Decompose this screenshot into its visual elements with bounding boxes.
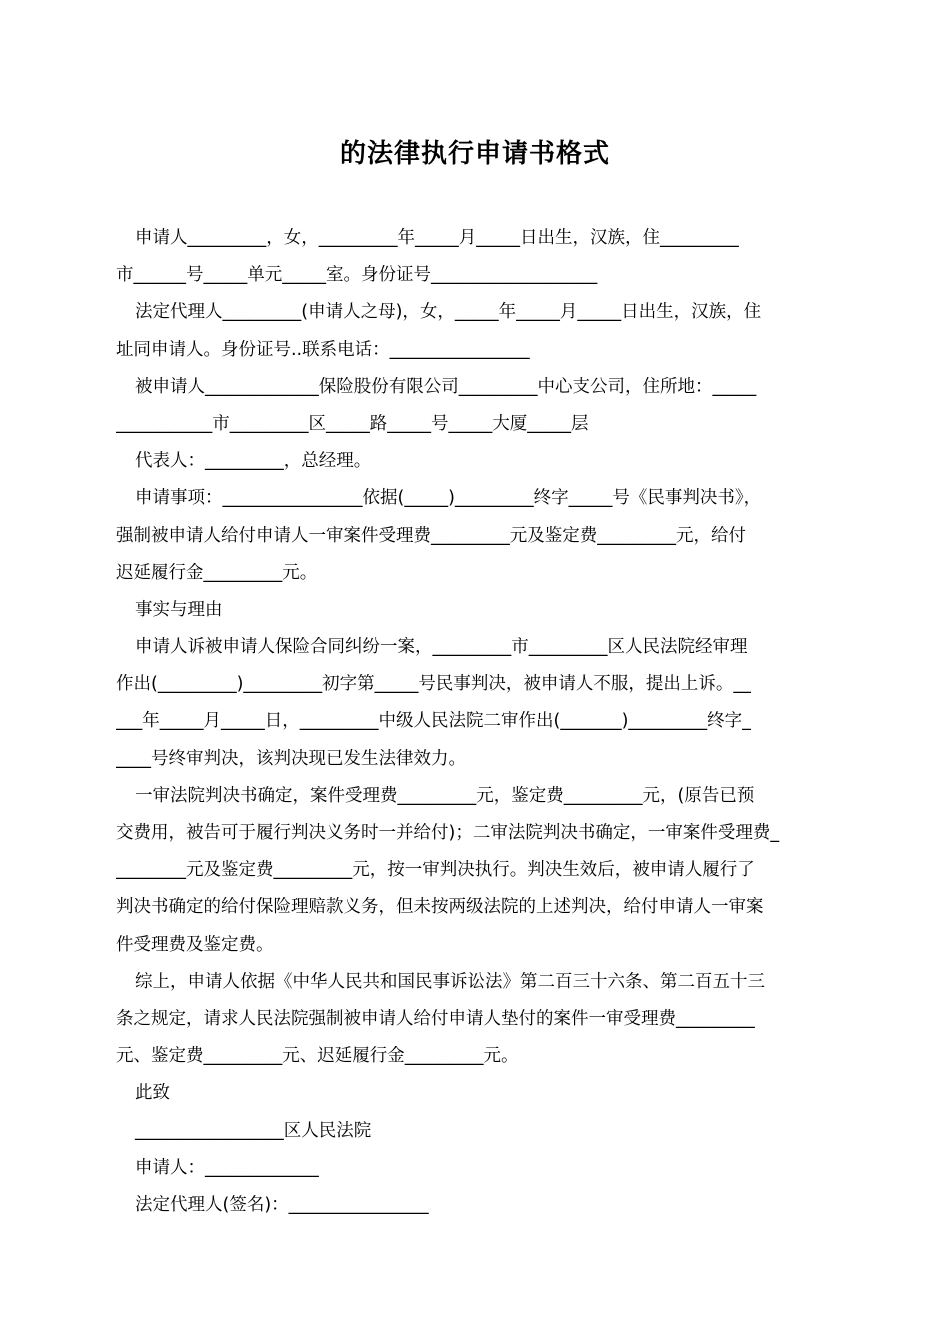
paragraph-line: 交费用，被告可于履行判决义务时一并给付)；二审法院判决书确定，一审案件受理费_: [116, 823, 780, 843]
paragraph-line: 一审法院判决书确定，案件受理费_________元，鉴定费_________元，(原告已预: [135, 785, 755, 806]
representative-signature-line: 法定代理人(签名)：________________: [135, 1194, 429, 1215]
paragraph-line: 法定代理人_________(申请人之母)，女，_____年_____月_____日出生，汉族，住: [135, 302, 762, 323]
paragraph-line: 强制被申请人给付申请人一审案件受理费_________元及鉴定费_________元，给付: [116, 525, 746, 546]
document-body: [116, 220, 836, 1224]
paragraph-line: 判决书确定的给付保险理赔款义务，但未按两级法院的上述判决，给付申请人一审案: [116, 897, 764, 918]
paragraph-line: 代表人：_________，总经理。: [135, 451, 372, 472]
paragraph-line: 址同申请人。身份证号..联系电话：________________: [116, 339, 530, 360]
paragraph-line: 申请人诉被申请人保险合同纠纷一案，_________市_________区人民法院经审理: [135, 637, 748, 658]
paragraph-line: ___年_____月_____日，_________中级人民法院二审作出(_______)_________终字_: [116, 711, 751, 732]
paragraph-line: 被申请人_____________保险股份有限公司_________中心支公司，住所地：_____: [135, 376, 757, 397]
paragraph-line: 件受理费及鉴定费。: [116, 934, 274, 955]
paragraph-line: 申请人_________，女，_________年_____月_____日出生，汉族，住_________: [135, 228, 739, 248]
applicant-signature-line: 申请人：_____________: [135, 1157, 319, 1178]
paragraph-line: 迟延履行金_________元。: [116, 562, 318, 583]
paragraph-line: ____号终审判决，该判决现已发生法律效力。: [116, 748, 466, 769]
paragraph-line: 条之规定，请求人民法院强制被申请人给付申请人垫付的案件一审受理费_________: [116, 1008, 755, 1029]
document-title: 的法律执行申请书格式: [339, 139, 610, 169]
paragraph-line: 市______号_____单元_____室。身份证号___________________: [116, 265, 598, 286]
paragraph-line: 元、鉴定费_________元、迟延履行金_________元。: [116, 1046, 519, 1067]
paragraph-line: ___________市_________区_____路_____号_____大厦_____层: [116, 413, 589, 434]
paragraph-line: ________元及鉴定费_________元，按一审判决执行。判决生效后，被申请人履行了: [116, 860, 755, 881]
paragraph-line: 综上，申请人依据《中华人民共和国民事诉讼法》第二百三十六条、第二百五十三: [135, 971, 765, 992]
section-heading: 事实与理由: [135, 599, 223, 620]
addressee-court: _________________区人民法院: [135, 1120, 372, 1141]
paragraph-line: 申请事项：________________依据(_____)_________终字_____号《民事判决书》，: [135, 488, 762, 509]
paragraph-line: 作出(_________)_________初字第_____号民事判决，被申请人不服，提出上诉。__: [116, 674, 751, 695]
salutation: 此致: [135, 1083, 170, 1104]
